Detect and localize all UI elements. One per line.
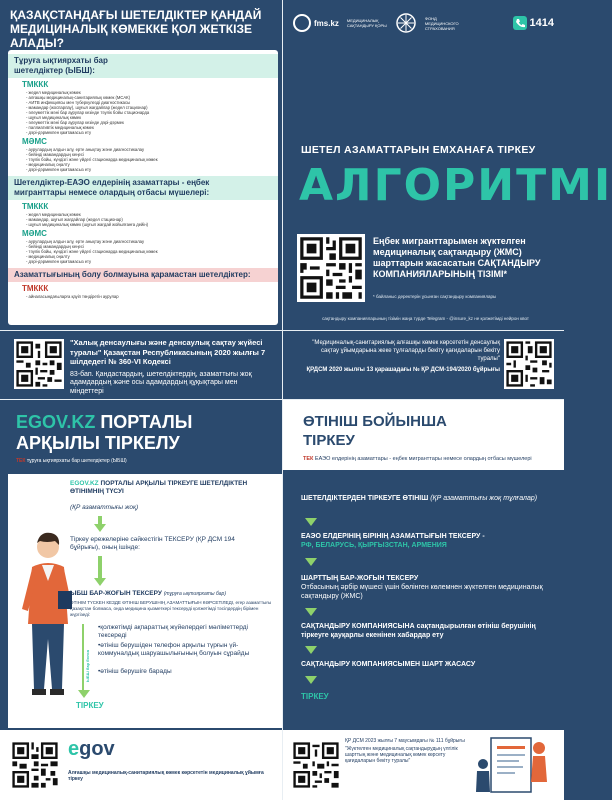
egov-logo-e: e [68,738,80,760]
fund-label-kz: МЕДИЦИНАЛЫҚ САҚТАНДЫРУ ҚОРЫ [346,18,387,28]
hotline-number: 1414 [529,17,554,29]
egov-footer-caption: Алғашқы медициналық-санитариялық көмек көрсететін медициналық ұйымға тіркеу [68,770,264,782]
application-registration-panel [283,400,564,800]
step-note: (ҚР азаматтығы жоқ тұлғалар) [430,495,538,502]
fms-logo[interactable] [293,14,339,32]
arrow-down-icon [305,518,317,526]
order-111-qr-code[interactable] [291,740,341,790]
panel-title [0,0,282,50]
egov-audience-tag [16,458,127,464]
insurers-footer: сақтандыру компанияларының тізімін жаңа түрде Telegram - @insure_kz не қолжетімді нейрон квот [322,316,529,321]
section-line: Шетелдіктер-ЕАЭО елдерінің азаматтары - еңбек [14,178,210,187]
arrow-down-icon [305,558,317,566]
step-text: ШАРТТЫҢ БАР-ЖОҒЫН ТЕКСЕРУ [301,575,419,582]
application-audience-tag [303,456,553,463]
step-eaeu-check [301,532,556,550]
egov-qr-code[interactable] [10,740,60,790]
qr-icon [14,339,64,389]
list-item: - медициналық оңалту [26,254,70,259]
phone-icon [513,16,527,30]
title-line-1: ҚАЗАҚСТАНДАҒЫ ШЕТЕЛДІКТЕР ҚАНДАЙ [10,8,262,22]
step-body: Отбасының әрбір мүшесі үшін бөлінген көлемнен жүктелген медициналық сақтандыру (ЖМС) [301,584,543,600]
title-line-2: МЕДИЦИНАЛЫҚ КӨМЕККЕ ҚОЛ ЖЕТКІЗЕ АЛАДЫ? [10,22,252,50]
list-item: - мамандар (жоспарлау), шұғыл жағдайлар (жедел стационар) [26,105,148,110]
category-mams: МӘМС [22,229,47,238]
step-sign-contract: САҚТАНДЫРУ КОМПАНИЯСЫМЕН ШАРТ ЖАСАСУ [301,661,476,668]
step-rules-check: Тіркеу ережелеріне сәйкестігін ТЕКСЕРУ (ҚР ДСМ 194 бұйрығы), оның ішінде: [70,536,235,551]
person-illustration-icon [18,529,76,709]
step-note: (ҚР азаматтығы жоқ) [70,504,139,511]
globe-icon [293,14,311,32]
qr-icon [10,740,60,790]
application-header [283,400,564,470]
list-item: - әлеуметтік мәні бар аурулар кезінде тәулік бойы стационарда [26,110,150,115]
egov-steps-card [8,474,282,728]
tag-label: ТЕК [16,458,26,464]
title-part: ПОРТАЛЫ [95,412,193,432]
order-title: "Медициналық-санитариялық алғашқы көмек көрсететін денсаулық сақтау ұйымдарына жеке тұлғаларды бекіту қағидаларын бекіту туралы" [312,340,500,362]
fund-label-ru: ФОНД МЕДИЦИНСКОГО СТРАХОВАНИЯ [424,15,459,31]
list-item: - дәрі-дәрмекпен қамтамасыз ету [26,130,92,135]
health-code-reference [70,339,270,396]
section-line: Тұруға ықтиярхаты бар [14,56,108,65]
title-line: ТІРКЕУ [303,432,355,449]
eaeu-countries: РФ, БЕЛАРУСЬ, ҚЫРҒЫЗСТАН, АРМЕНИЯ [301,542,447,549]
arrow-down-icon [305,646,317,654]
order-194-reference [300,339,500,374]
arrow-down-icon [78,690,90,698]
section-any-foreigner: Азаматтығының болу болмауына қарамастан шетелдіктер: [8,268,278,282]
arrow-down-icon [94,524,106,532]
list-item: - жедел медициналық көмек [26,212,81,217]
list-item: - мамандар, шұғыл жағдайлар (жедел стационар) [26,217,123,222]
list-item: - аурулардың алдын алу, ерте анықтау және диагностикалау [26,147,145,152]
bullet-visit: •өтініш берушіге барады [98,668,172,675]
egov-brand: EGOV.KZ [70,480,99,487]
step-text: ПОРТАЛЫ АРҚЫЛЫ ТІРКЕУГЕ ШЕТЕЛДІКТЕН ӨТІНІМНІҢ ТҮСУІ [70,480,248,495]
list-item: - дәрі-дәрмекпен қамтамасыз ету [26,259,92,264]
list-tmkkk-3 [8,293,278,299]
list-item: - әлеуметтік мәні бар аурулар кезінде дәрі-дәрмек [26,120,124,125]
arrow-stem [98,516,102,524]
insurers-footnote: * байланыс деректерін ұсынған сақтандыру компаниялары [373,294,497,299]
legal-references-band [0,331,564,399]
section-line: шетелдіктер (ЫБШ): [14,66,95,75]
list-tmkkk-2 [8,211,278,227]
list-tmkkk-1 [8,89,278,135]
section-line: мигранттары немесе олардың отбасы мүшелері: [14,188,210,197]
step-text: ШЕТЕЛДІКТЕРДЕН ТІРКЕУГЕ ӨТІНІШ [301,495,429,502]
bullet-ask-phone: •өтініш берушіден телефон арқылы түрғын үй-коммуналдық шаруашылығының болуын сұрайды [98,642,250,657]
category-tmkkk-red: ТМККК [22,284,49,293]
egov-logo[interactable] [68,738,115,761]
insurers-list-title: Еңбек мигранттарымен жүктелген медициналық сақтандыру (ЖМС) шарттарын жасасатын САҚТАНДЫРУ КОМПАНИЯЛАРЫНЫҢ ТІЗІМІ* [373,236,541,279]
application-steps [283,480,564,730]
tag-text: тұруға ықтиярхаты бар шетелдіктер (ЫБШ) [26,458,127,464]
fund-emblem-icon [395,12,417,34]
step-contract-check [301,574,556,601]
list-item: - алғашқы медициналық-санитариялық көмек (МСАК) [26,95,130,100]
order-111-footer [283,730,564,800]
tag-text: ЕАЭО елдерінің азаматтары - еңбек мигранттары немесе олардың отбасы мүшелері [314,456,532,462]
egov-panel-title [16,412,192,454]
application-title [303,412,447,450]
qr-icon [297,234,365,302]
arrow-stem [98,556,102,578]
step-application-received [70,480,270,496]
egov-footer [0,730,282,800]
list-mams-2 [8,238,278,264]
list-item: - аурулардың алдын алу, ерте анықтау және диагностикалау [26,239,145,244]
step-notify-insurer: САҚТАНДЫРУ КОМПАНИЯСЫНА сақтандырылған өтініш берушінің тіркеуге қауқарлы екенінен хабардар ету [301,623,536,639]
step-application [301,494,556,503]
order-111-body: "Жүктелген медициналық сақтандырудың үлгілік шарттың және медициналық көмек көрсету қағидаларын бекіту туралы" [345,746,458,764]
list-item: - жедел медициналық көмек [26,90,81,95]
order-number: ҚРДСМ 2020 жылғы 13 қарашадағы № ҚР ДСМ-194/2020 бұйрығы [306,367,500,373]
logo-row [283,0,564,34]
code-qr-code[interactable] [14,339,64,389]
arrow-down-icon [94,578,106,586]
step-permit-check [70,590,270,598]
document-illustration-icon [473,734,553,796]
tag-label: ТЕК [303,456,314,462]
final-register: ТІРКЕУ [301,692,329,701]
arrow-stem [82,624,84,690]
arrow-down-icon [305,676,317,684]
qr-icon [291,740,341,790]
title-line: ӨТІНІШ БОЙЫНША [303,413,447,430]
egov-brand: EGOV.KZ [16,412,96,432]
list-item: - бейінді мамандардың кеңесі [26,244,84,249]
bullet-check-systems: •қолжетімді ақпараттық жүйелердегі мәліметтерді тексереді [98,624,248,639]
title-part: АРҚЫЛЫ ТІРКЕЛУ [16,433,180,453]
order-qr-code[interactable] [504,339,554,389]
list-item: - бейінді мамандардың кеңесі [26,152,84,157]
step-permit-body: ӨТІНІМ ТҮСКЕН КЕЗДЕ ӨТІНІШ БЕРУШІНІҢ АЗАМАТТЫҒЫН КӨРСЕТІЛЕДІ, егер азаматтығы Қазақстан болмаса, онда медицина қызметкері тексеруді қолжетімді тәсілдердің бірімен жүргізеді: [70,600,272,617]
foreigners-care-panel [0,0,282,330]
qr-icon [504,339,554,389]
code-title: "Халық денсаулығы және денсаулық сақтау жүйесі туралы" Қазақстан Республикасының 2020 жылғы 7 шілдедегі № 360-VI Кодексі [70,338,266,366]
step-text: ЕАЭО ЕЛДЕРІНІҢ БІРІНІҢ АЗАМАТТЫҒЫН ТЕКСЕРУ - [301,533,485,540]
category-mams: МӘМС [22,137,47,146]
order-111-caption [345,738,465,764]
step-text: ЫБШ БАР-ЖОҒЫН ТЕКСЕРУ [70,590,162,597]
list-item: - АИТВ инфекциясы мен туберкулезді диагностикасы [26,100,131,105]
list-item: - шұғыл медициналық көмек (шұғыл жағдай жойылғанға дейін) [26,222,149,227]
list-mams-1 [8,146,278,172]
side-label: ЫБШ бар болса [85,650,90,682]
list-item: - айналасындағыларға қауіп төндіретін аурулар [26,294,119,299]
section-residence-permit [8,54,278,78]
category-tmkkk: ТМККК [22,80,49,89]
list-item: - медициналық оңалту [26,162,70,167]
final-register: ТІРКЕУ [76,701,104,710]
step-note: (тұруға ықтиярхаты бар) [163,591,226,597]
fms-link: fms.kz [314,18,339,28]
list-item: - шұғыл медициналық көмек [26,115,82,120]
list-item: - дәрі-дәрмекпен қамтамасыз ету [26,167,92,172]
insurers-qr-code[interactable] [297,234,365,302]
section-eaeu-migrants [8,176,278,200]
egov-registration-panel [0,400,282,800]
algorithm-subtitle: ШЕТЕЛ АЗАМАТТАРЫН ЕМХАНАҒА ТІРКЕУ [301,144,536,156]
category-tmkkk: ТМККК [22,202,49,211]
arrow-down-icon [305,608,317,616]
code-article: 83-бап. Қандастардың, шетелдіктердің, азаматтығы жоқ адамдардың және осы адамдардың құқықтары мен міндеттері [70,370,252,395]
list-item: - паллиативтік медициналық көмек [26,125,94,130]
order-111-title: ҚР ДСМ 2023 жылғы 7 маусымдағы № 111 бұйрығы [345,738,465,744]
care-list-box [8,50,278,325]
hotline-badge[interactable] [513,16,554,30]
algorithm-title: АЛГОРИТМІ [299,160,612,211]
list-item: - тәулік бойы, күндізгі және үйдегі стационарда медициналық көмек [26,157,158,162]
list-item: - тәулік бойы, күндізгі және үйдегі стационарда медициналық көмек [26,249,158,254]
algorithm-panel [283,0,612,330]
egov-logo-text: gov [79,738,115,760]
